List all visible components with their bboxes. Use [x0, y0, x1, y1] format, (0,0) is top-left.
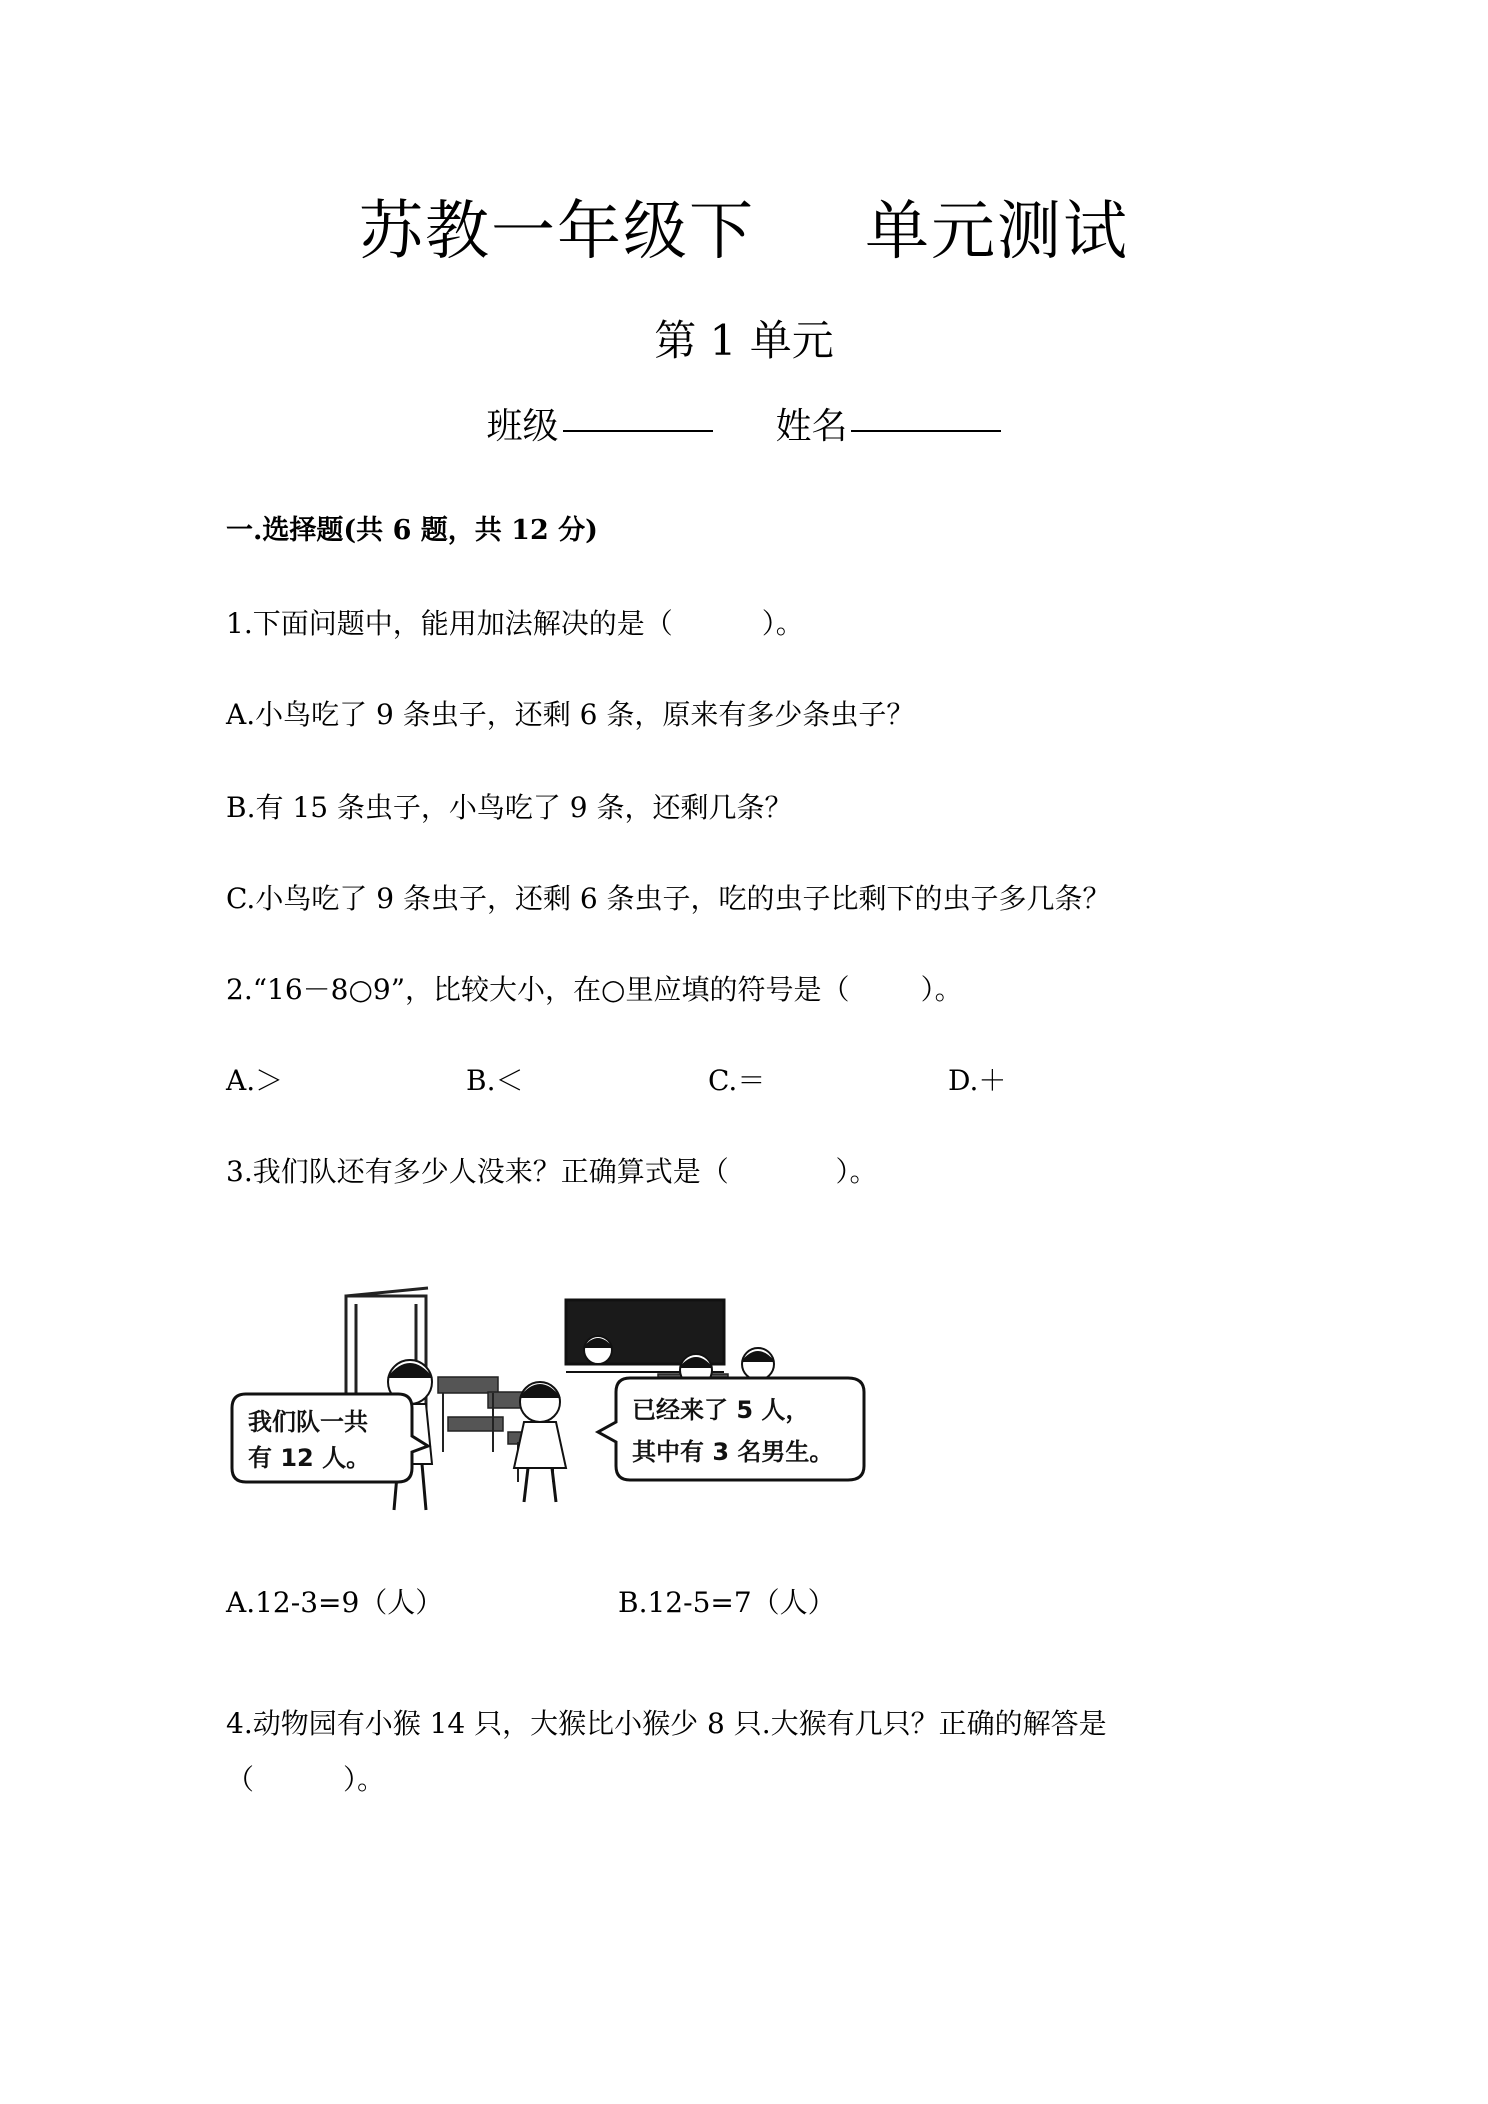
- question-1-option-a: A.小鸟吃了 9 条虫子，还剩 6 条，原来有多少条虫子？: [226, 698, 915, 731]
- question-3-option-b: B.12-5=7（人）: [618, 1586, 836, 1619]
- bubble-left-line-2: 有 12 人。: [248, 1444, 371, 1472]
- question-3-stem: 3.我们队还有多少人没来？正确算式是（ ）。: [226, 1155, 878, 1188]
- question-3-option-a: A.12-3=9（人）: [226, 1586, 444, 1619]
- section-heading: 一.选择题(共 6 题，共 12 分): [226, 515, 598, 546]
- bubble-right-line-1: 已经来了 5 人，: [632, 1396, 810, 1424]
- name-blank[interactable]: [851, 430, 1001, 432]
- question-2-option-a: A.＞: [226, 1064, 284, 1097]
- bubble-right-line-2: 其中有 3 名男生。: [632, 1438, 834, 1466]
- name-label: 姓名: [775, 406, 848, 447]
- question-1-option-b: B.有 15 条虫子，小鸟吃了 9 条，还剩几条？: [226, 791, 793, 824]
- bubble-left-line-1: 我们队一共: [248, 1408, 368, 1436]
- question-2-option-c: C.＝: [708, 1064, 766, 1097]
- classroom-drawing: [228, 1282, 868, 1522]
- question-4-stem-line-2: （ ）。: [226, 1763, 386, 1796]
- title-left: 苏教一年级下: [359, 195, 755, 269]
- question-1-option-c: C.小鸟吃了 9 条虫子，还剩 6 条虫子，吃的虫子比剩下的虫子多几条？: [226, 882, 1111, 915]
- classroom-illustration: [228, 1282, 868, 1522]
- question-2-stem: 2.“16－8○9”，比较大小，在○里应填的符号是（ ）。: [226, 973, 963, 1006]
- question-2-option-d: D.＋: [948, 1064, 1007, 1097]
- title-right: 单元测试: [865, 195, 1129, 269]
- unit-subtitle: 第 1 单元: [654, 316, 834, 365]
- question-4-stem-line-1: 4.动物园有小猴 14 只，大猴比小猴少 8 只.大猴有几只？正确的解答是: [226, 1707, 1107, 1740]
- class-label: 班级: [486, 406, 559, 447]
- question-1-stem: 1.下面问题中，能用加法解决的是（ ）。: [226, 607, 804, 640]
- page-title: [0, 180, 1488, 272]
- question-2-option-b: B.＜: [466, 1064, 524, 1097]
- student-info-fields: [0, 398, 1488, 449]
- class-blank[interactable]: [563, 430, 713, 432]
